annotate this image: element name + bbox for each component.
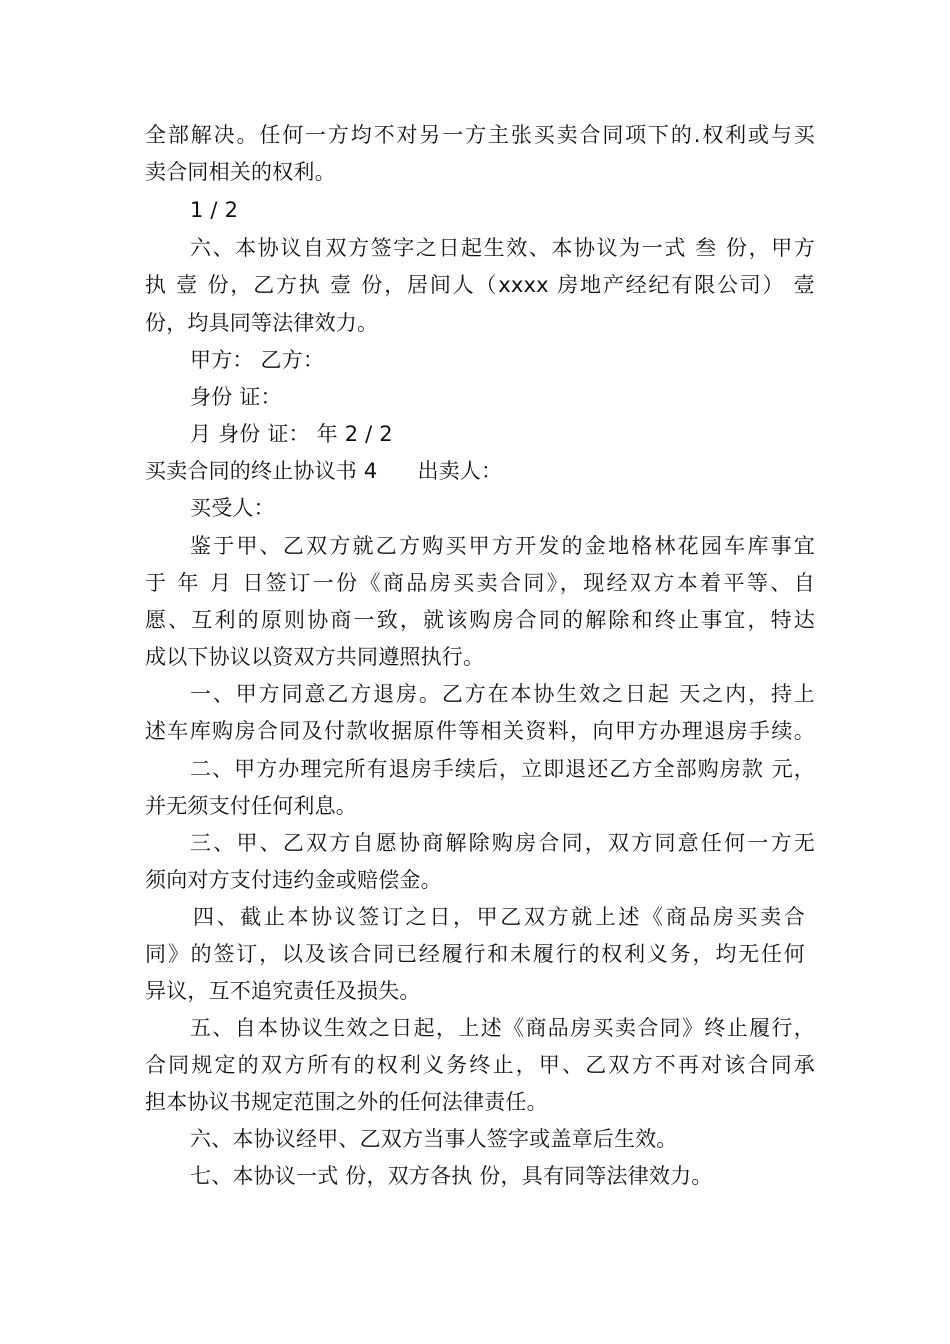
paragraph-line: 须向对方支付违约金或赔偿金。 xyxy=(145,868,442,892)
buyer-label: 买受人： xyxy=(190,496,275,520)
paragraph-line: 愿、互利的原则协商一致，就该购房合同的解除和终止事宜，特达 xyxy=(145,608,815,632)
paragraph-line: 并无须支付任何利息。 xyxy=(145,794,357,818)
paragraph-line: 六、本协议经甲、乙双方当事人签字或盖章后生效。 xyxy=(190,1127,678,1151)
paragraph-line: 七、本协议一式 份，双方各执 份，具有同等法律效力。 xyxy=(190,1164,713,1188)
paragraph-line: 述车库购房合同及付款收据原件等相关资料，向甲方办理退房手续。 xyxy=(145,719,815,743)
paragraph-line: 二、甲方办理完所有退房手续后，立即退还乙方全部购房款 元， xyxy=(190,757,815,781)
paragraph-line: 执 壹 份，乙方执 壹 份，居间人（xxxx 房地产经纪有限公司） 壹 xyxy=(145,273,815,297)
page-number: 1 / 2 xyxy=(190,198,239,222)
paragraph-line: 五、自本协议生效之日起，上述《商品房买卖合同》终止履行， xyxy=(190,1016,815,1040)
paragraph-line: 担本协议书规定范围之外的任何法律责任。 xyxy=(145,1090,548,1114)
seller-label: 出卖人： xyxy=(417,459,503,483)
paragraph-line: 于 年 月 日签订一份《商品房买卖合同》，现经双方本着平等、自 xyxy=(145,571,815,595)
paragraph-line: 同》的签订，以及该合同已经履行和未履行的权利义务，均无任何 xyxy=(145,942,805,966)
section-title-text: 买卖合同的终止协议书 4 xyxy=(145,459,378,483)
paragraph-line: 全部解决。任何一方均不对另一方主张买卖合同项下的.权利或与买 xyxy=(145,123,815,147)
signature-line: 月 身份 证： 年 2 / 2 xyxy=(190,422,393,446)
paragraph-line: 成以下协议以资双方共同遵照执行。 xyxy=(145,645,485,669)
signature-line: 身份 证： xyxy=(190,385,282,409)
paragraph-line: 份，均具同等法律效力。 xyxy=(145,311,379,335)
paragraph-line: 三、甲、乙双方自愿协商解除购房合同，双方同意任何一方无 xyxy=(190,831,815,855)
signature-line: 甲方： 乙方： xyxy=(190,348,325,372)
section-title xyxy=(145,457,815,485)
paragraph-line: 四、截止本协议签订之日，甲乙双方就上述《商品房买卖合 xyxy=(193,905,805,929)
paragraph-line: 六、本协议自双方签字之日起生效、本协议为一式 叁 份，甲方 xyxy=(190,236,815,260)
paragraph-line: 异议，互不追究责任及损失。 xyxy=(145,979,421,1003)
paragraph-line: 合同规定的双方所有的权利义务终止，甲、乙双方不再对该合同承 xyxy=(145,1053,815,1077)
paragraph-line: 一、甲方同意乙方退房。乙方在本协生效之日起 天之内，持上 xyxy=(190,682,815,706)
paragraph-line: 卖合同相关的权利。 xyxy=(145,160,336,184)
paragraph-line: 鉴于甲、乙双方就乙方购买甲方开发的金地格林花园车库事宜 xyxy=(190,534,815,558)
